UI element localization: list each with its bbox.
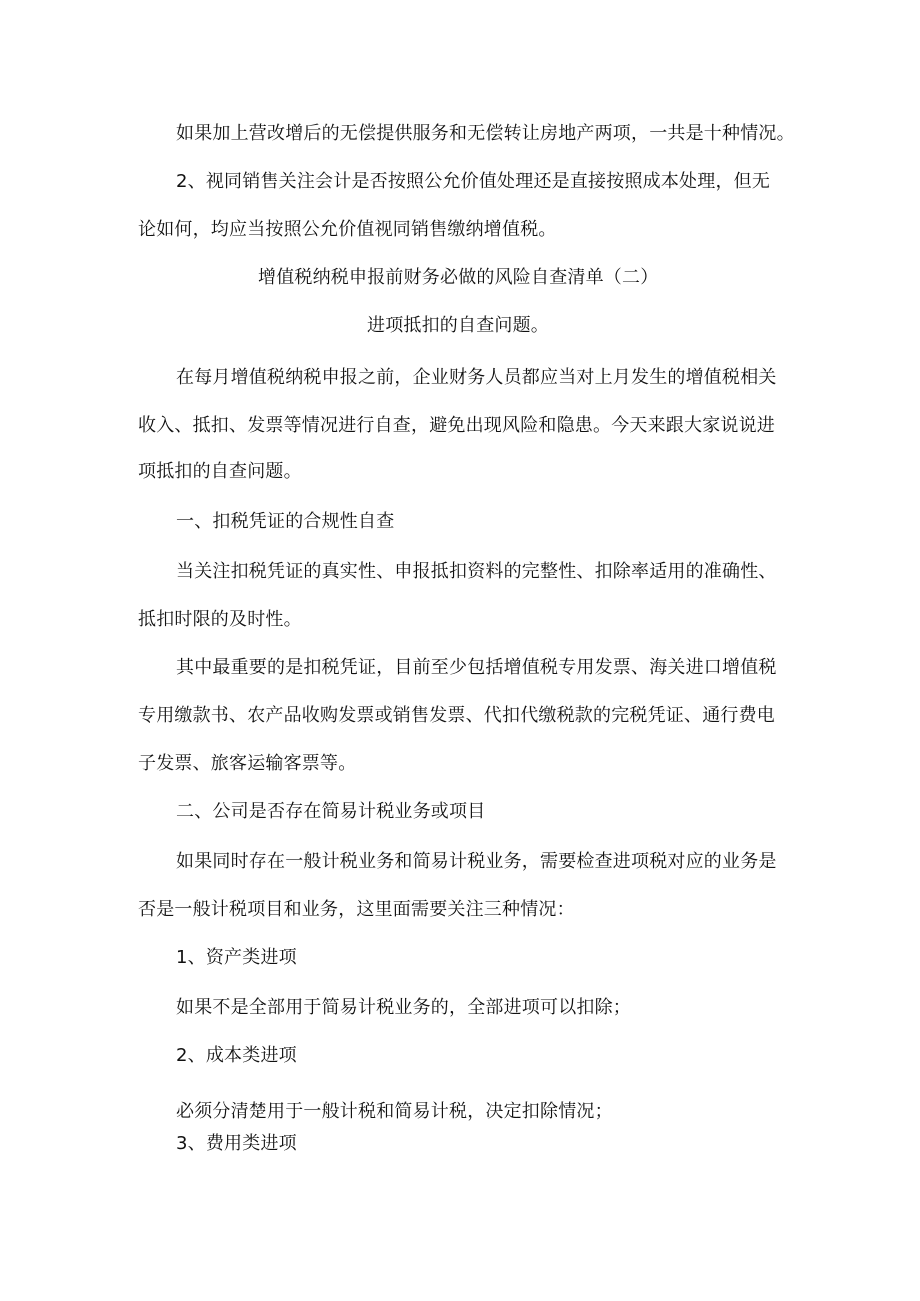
section-subtitle: 进项抵扣的自查问题。 — [367, 315, 549, 336]
section-title: 增值税纳税申报前财务必做的风险自查清单（二） — [258, 267, 659, 288]
heading-line: 一、扣税凭证的合规性自查 — [176, 511, 395, 532]
paragraph-line: 专用缴款书、农产品收购发票或销售发票、代扣代缴税款的完税凭证、通行费电 — [138, 705, 775, 726]
paragraph-line: 2、视同销售关注会计是否按照公允价值处理还是直接按照成本处理，但无 — [176, 171, 771, 192]
paragraph-line: 其中最重要的是扣税凭证，目前至少包括增值税专用发票、海关进口增值税 — [176, 657, 777, 678]
paragraph-line: 项抵扣的自查问题。 — [138, 461, 302, 482]
paragraph-line: 抵扣时限的及时性。 — [138, 609, 302, 630]
list-item: 2、成本类进项 — [176, 1045, 297, 1066]
paragraph-line: 在每月增值税纳税申报之前，企业财务人员都应当对上月发生的增值税相关 — [176, 367, 777, 388]
list-item: 1、资产类进项 — [176, 947, 297, 968]
paragraph-line: 必须分清楚用于一般计税和简易计税，决定扣除情况； — [176, 1101, 613, 1122]
paragraph-line: 论如何，均应当按照公允价值视同销售缴纳增值税。 — [138, 219, 557, 240]
paragraph-line: 当关注扣税凭证的真实性、申报抵扣资料的完整性、扣除率适用的准确性、 — [176, 561, 777, 582]
paragraph-line: 如果同时存在一般计税业务和简易计税业务，需要检查进项税对应的业务是 — [176, 851, 777, 872]
heading-line: 二、公司是否存在简易计税业务或项目 — [176, 801, 486, 822]
paragraph-line: 如果加上营改增后的无偿提供服务和无偿转让房地产两项，一共是十种情况。 — [176, 123, 795, 144]
paragraph-line: 子发票、旅客运输客票等。 — [138, 753, 357, 774]
paragraph-line: 收入、抵扣、发票等情况进行自查，避免出现风险和隐患。今天来跟大家说说进 — [138, 415, 775, 436]
paragraph-line: 如果不是全部用于简易计税业务的，全部进项可以扣除； — [176, 997, 631, 1018]
paragraph-line: 否是一般计税项目和业务，这里面需要关注三种情况： — [138, 899, 575, 920]
list-item: 3、费用类进项 — [176, 1133, 297, 1154]
